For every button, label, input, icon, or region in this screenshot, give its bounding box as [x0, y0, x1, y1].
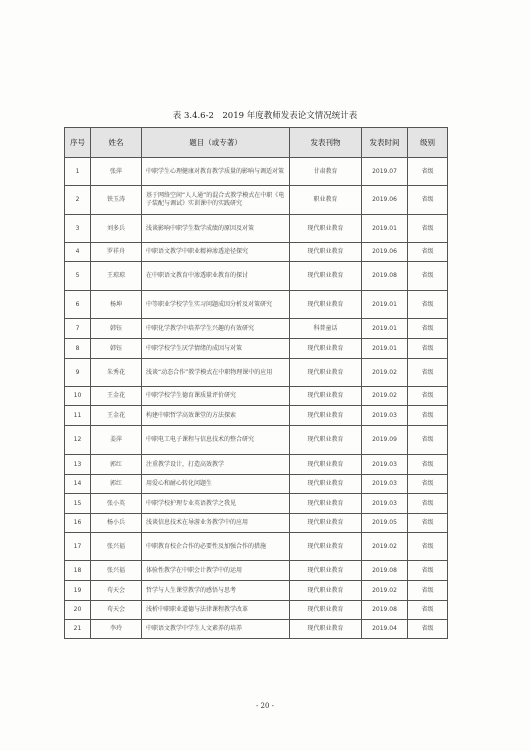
table-row — [65, 581, 448, 601]
row-name: 苟天会 — [91, 581, 142, 601]
row-level: 省级 — [408, 533, 448, 561]
row-topic: 浅谈“动态合作”教学模式在中职物理课中的应用 — [142, 359, 290, 387]
row-name: 杨坤 — [91, 291, 142, 319]
row-index: 9 — [65, 359, 91, 387]
row-topic: 哲学与人生课堂教学的感悟与思考 — [142, 581, 290, 601]
row-date: 2019.06 — [362, 243, 408, 262]
row-topic: 基于网络空间“人人通”的混合式教学模式在中职《电子装配与调试》实训课中的实践研究 — [142, 186, 290, 215]
row-date: 2019.01 — [362, 319, 408, 339]
row-name: 朱秀花 — [91, 359, 142, 387]
row-index: 16 — [65, 514, 91, 533]
row-name: 张兴福 — [91, 533, 142, 561]
row-topic: 中职化学教学中培养学生兴趣的有效研究 — [142, 319, 290, 339]
table-row — [65, 319, 448, 339]
row-journal: 科普童话 — [290, 319, 362, 339]
row-date: 2019.08 — [362, 262, 408, 291]
row-journal: 现代职业教育 — [290, 406, 362, 426]
row-index: 17 — [65, 533, 91, 561]
row-journal: 现代职业教育 — [290, 514, 362, 533]
table-row — [65, 339, 448, 359]
row-level: 省级 — [408, 601, 448, 620]
header-name: 姓名 — [91, 128, 142, 158]
row-level: 省级 — [408, 291, 448, 319]
row-journal: 现代职业教育 — [290, 494, 362, 514]
table-row — [65, 406, 448, 426]
page-title: 表 3.4.6-2 2019 年度教师发表论文情况统计表 — [172, 111, 358, 121]
table-row — [65, 359, 448, 387]
header-journal: 发表刊物 — [290, 128, 362, 158]
table-row — [65, 243, 448, 262]
row-name: 韩钰 — [91, 339, 142, 359]
row-level: 省级 — [408, 620, 448, 639]
row-name: 郭红 — [91, 475, 142, 494]
row-topic: 注重教学设计，打造高效教学 — [142, 455, 290, 475]
row-level: 省级 — [408, 359, 448, 387]
row-journal: 职业教育 — [290, 186, 362, 215]
row-level: 省级 — [408, 186, 448, 215]
row-level: 省级 — [408, 561, 448, 581]
row-journal: 甘肃教育 — [290, 158, 362, 186]
row-date: 2019.02 — [362, 359, 408, 387]
row-level: 省级 — [408, 494, 448, 514]
row-level: 省级 — [408, 262, 448, 291]
row-index: 13 — [65, 455, 91, 475]
row-level: 省级 — [408, 215, 448, 243]
row-name: 刘多兵 — [91, 215, 142, 243]
row-name: 韩钰 — [91, 319, 142, 339]
row-name: 张小英 — [91, 494, 142, 514]
table-row — [65, 561, 448, 581]
row-date: 2019.03 — [362, 455, 408, 475]
row-level: 省级 — [408, 455, 448, 475]
row-level: 省级 — [408, 514, 448, 533]
row-level: 省级 — [408, 243, 448, 262]
row-level: 省级 — [408, 406, 448, 426]
row-topic: 中职语文教学中职业精神渗透途径探究 — [142, 243, 290, 262]
row-topic: 中职学校护理专业英语教学之我见 — [142, 494, 290, 514]
row-name: 杨小兵 — [91, 514, 142, 533]
row-date: 2019.04 — [362, 620, 408, 639]
row-topic: 浅谈信息技术在导游业务教学中的应用 — [142, 514, 290, 533]
row-date: 2019.03 — [362, 494, 408, 514]
page-number: - 20 - — [255, 702, 275, 710]
row-index: 15 — [65, 494, 91, 514]
row-date: 2019.07 — [362, 158, 408, 186]
row-date: 2019.02 — [362, 387, 408, 406]
table-row — [65, 291, 448, 319]
row-date: 2019.08 — [362, 601, 408, 620]
table-row — [65, 186, 448, 215]
row-journal: 现代职业教育 — [290, 215, 362, 243]
row-level: 省级 — [408, 339, 448, 359]
row-date: 2019.03 — [362, 475, 408, 494]
row-journal: 现代职业教育 — [290, 601, 362, 620]
row-level: 省级 — [408, 426, 448, 455]
row-level: 省级 — [408, 387, 448, 406]
row-date: 2019.06 — [362, 186, 408, 215]
row-topic: 中职教育校企合作的必要性及加强合作的措施 — [142, 533, 290, 561]
row-topic: 中职学生心理健康对教育教学质量的影响与调适对策 — [142, 158, 290, 186]
row-journal: 现代职业教育 — [290, 243, 362, 262]
row-journal: 现代职业教育 — [290, 387, 362, 406]
row-topic: 浅析中职职业道德与法律课程教学改革 — [142, 601, 290, 620]
header-topic: 题目（或专著） — [142, 128, 290, 158]
row-name: 铁玉涛 — [91, 186, 142, 215]
table-row — [65, 262, 448, 291]
row-topic: 构建中职哲学高效课堂的方法探索 — [142, 406, 290, 426]
row-topic: 中职学校学生厌学情绪的成因与对策 — [142, 339, 290, 359]
table-row — [65, 601, 448, 620]
row-topic: 浅谈影响中职学生数学成绩的原因及对策 — [142, 215, 290, 243]
row-index: 11 — [65, 406, 91, 426]
row-level: 省级 — [408, 581, 448, 601]
row-topic: 中职语文教学中学生人文素养的培养 — [142, 620, 290, 639]
row-topic: 中职学校学生德育课质量评价研究 — [142, 387, 290, 406]
row-index: 8 — [65, 339, 91, 359]
row-index: 14 — [65, 475, 91, 494]
row-journal: 现代职业教育 — [290, 475, 362, 494]
row-date: 2019.02 — [362, 533, 408, 561]
row-date: 2019.08 — [362, 561, 408, 581]
row-journal: 现代职业教育 — [290, 291, 362, 319]
row-index: 2 — [65, 186, 91, 215]
row-name: 张萍 — [91, 158, 142, 186]
row-journal: 现代职业教育 — [290, 581, 362, 601]
row-journal: 现代职业教育 — [290, 359, 362, 387]
row-name: 罗祥舟 — [91, 243, 142, 262]
row-journal: 现代职业教育 — [290, 533, 362, 561]
row-journal: 现代职业教育 — [290, 620, 362, 639]
row-journal: 现代职业教育 — [290, 455, 362, 475]
paper-stats-table — [64, 127, 448, 639]
row-level: 省级 — [408, 158, 448, 186]
row-index: 4 — [65, 243, 91, 262]
row-index: 7 — [65, 319, 91, 339]
row-index: 21 — [65, 620, 91, 639]
table-body — [65, 158, 448, 639]
row-date: 2019.02 — [362, 581, 408, 601]
row-index: 5 — [65, 262, 91, 291]
header-index: 序号 — [65, 128, 91, 158]
row-journal: 现代职业教育 — [290, 561, 362, 581]
row-index: 12 — [65, 426, 91, 455]
header-date: 发表时间 — [362, 128, 408, 158]
row-index: 19 — [65, 581, 91, 601]
row-index: 6 — [65, 291, 91, 319]
table-row — [65, 387, 448, 406]
row-date: 2019.01 — [362, 339, 408, 359]
row-topic: 体验性教学在中职会计教学中的运用 — [142, 561, 290, 581]
row-journal: 现代职业教育 — [290, 426, 362, 455]
table-row — [65, 514, 448, 533]
table-header-row — [65, 128, 448, 158]
row-date: 2019.09 — [362, 426, 408, 455]
row-journal: 现代职业教育 — [290, 339, 362, 359]
row-date: 2019.01 — [362, 215, 408, 243]
table-row — [65, 426, 448, 455]
table-row — [65, 533, 448, 561]
table-row — [65, 620, 448, 639]
row-date: 2019.03 — [362, 406, 408, 426]
row-topic: 中等职业学校学生实习问题成因分析及对策研究 — [142, 291, 290, 319]
table-row — [65, 494, 448, 514]
row-topic: 用爱心和耐心转化问题生 — [142, 475, 290, 494]
row-index: 18 — [65, 561, 91, 581]
row-name: 王金花 — [91, 387, 142, 406]
row-name: 张兴福 — [91, 561, 142, 581]
row-index: 20 — [65, 601, 91, 620]
row-index: 3 — [65, 215, 91, 243]
row-name: 王琼琼 — [91, 262, 142, 291]
row-name: 王金花 — [91, 406, 142, 426]
row-name: 郭红 — [91, 455, 142, 475]
row-name: 苟天会 — [91, 601, 142, 620]
row-index: 1 — [65, 158, 91, 186]
row-topic: 在中职语文教育中渗透职业教育的探讨 — [142, 262, 290, 291]
row-date: 2019.05 — [362, 514, 408, 533]
table-row — [65, 455, 448, 475]
row-level: 省级 — [408, 475, 448, 494]
row-name: 李玲 — [91, 620, 142, 639]
row-level: 省级 — [408, 319, 448, 339]
row-journal: 现代职业教育 — [290, 262, 362, 291]
row-topic: 中职电工电子课程与信息技术的整合研究 — [142, 426, 290, 455]
row-name: 姜萍 — [91, 426, 142, 455]
row-index: 10 — [65, 387, 91, 406]
table-row — [65, 158, 448, 186]
row-date: 2019.01 — [362, 291, 408, 319]
table-row — [65, 475, 448, 494]
header-level: 级别 — [408, 128, 448, 158]
table-row — [65, 215, 448, 243]
